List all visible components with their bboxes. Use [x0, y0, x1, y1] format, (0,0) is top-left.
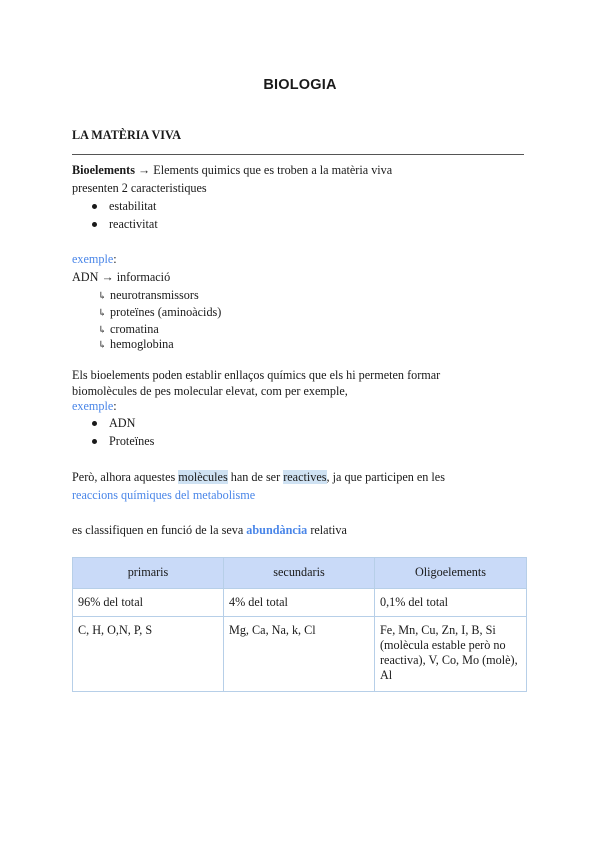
example-colon: : — [113, 252, 117, 266]
bioelements-term: Bioelements — [72, 163, 135, 177]
reactivity-paragraph — [72, 469, 445, 486]
table-row — [73, 617, 527, 692]
adn-line — [72, 269, 170, 286]
table-row — [73, 589, 527, 617]
table-cell: 4% del total — [224, 589, 375, 617]
bioelements-definition — [72, 162, 392, 179]
sub-arrow-icon: ↳ — [98, 325, 107, 336]
bullet-icon — [92, 204, 97, 209]
example-link[interactable]: exemple — [72, 252, 114, 266]
adn-rest: informació — [113, 270, 171, 284]
table-header-row — [73, 558, 527, 589]
right-arrow-icon: → — [138, 163, 151, 177]
bullet-icon — [92, 439, 97, 444]
metabolism-link[interactable]: reaccions químiques del metabolisme — [72, 488, 256, 502]
example-label — [72, 251, 117, 268]
abundance-term: abundància — [246, 523, 308, 537]
table-cell: 0,1% del total — [375, 589, 527, 617]
paragraph-text: relativa — [307, 523, 347, 537]
example-link[interactable]: exemple — [72, 399, 114, 413]
horizontal-rule — [72, 154, 524, 155]
example-item: Proteïnes — [109, 434, 155, 448]
highlighted-term: molècules — [178, 470, 228, 484]
adn-sub-item — [98, 304, 221, 322]
paragraph-text: Però, alhora aquestes — [72, 470, 179, 484]
document-title: BIOLOGIA — [263, 77, 337, 93]
table-cell: Mg, Ca, Na, k, Cl — [224, 617, 375, 692]
adn-sub-item-label: neurotransmissors — [110, 288, 199, 302]
adn-sub-item — [98, 336, 174, 354]
right-arrow-icon: → — [101, 270, 114, 284]
sub-arrow-icon: ↳ — [98, 340, 107, 351]
table-header-cell: Oligoelements — [375, 558, 527, 589]
paragraph-text: han de ser — [227, 470, 284, 484]
bullet-icon — [92, 222, 97, 227]
example-item: ADN — [109, 416, 136, 430]
paragraph-text: es classifiquen en funció de la seva — [72, 523, 247, 537]
table-header-cell: primaris — [73, 558, 224, 589]
example-label — [72, 398, 117, 415]
sub-arrow-icon: ↳ — [98, 291, 107, 302]
characteristics-intro: presenten 2 caracteristiques — [72, 181, 207, 195]
table-cell: 96% del total — [73, 589, 224, 617]
highlighted-term: reactives — [283, 470, 327, 484]
bullet-icon — [92, 421, 97, 426]
table-header-cell: secundaris — [224, 558, 375, 589]
adn-sub-item-label: hemoglobina — [110, 337, 174, 351]
table-cell: C, H, O,N, P, S — [73, 617, 224, 692]
classification-line — [72, 522, 347, 539]
table-cell: Fe, Mn, Cu, Zn, I, B, Si (molècula estable però no reactiva), V, Co, Mo (molè), Al — [375, 617, 527, 692]
adn-sub-item-label: cromatina — [110, 322, 159, 336]
section-heading: LA MATÈRIA VIVA — [72, 128, 182, 142]
example-colon: : — [113, 399, 117, 413]
abundance-table — [72, 557, 527, 692]
adn-sub-item-label: proteïnes (aminoàcids) — [110, 305, 222, 319]
adn-sub-item — [98, 287, 199, 305]
paragraph-line: Els bioelements poden establir enllaços químics que els hi permeten formar — [72, 368, 441, 382]
bioelements-definition-text: Elements quimics que es troben a la matèria viva — [150, 163, 393, 177]
characteristic-item: reactivitat — [109, 217, 158, 231]
paragraph-text: , ja que participen en les — [326, 470, 445, 484]
sub-arrow-icon: ↳ — [98, 308, 107, 319]
paragraph-line: biomolècules de pes molecular elevat, com per exemple, — [72, 384, 348, 398]
characteristic-item: estabilitat — [109, 199, 157, 213]
adn-prefix: ADN — [72, 270, 102, 284]
